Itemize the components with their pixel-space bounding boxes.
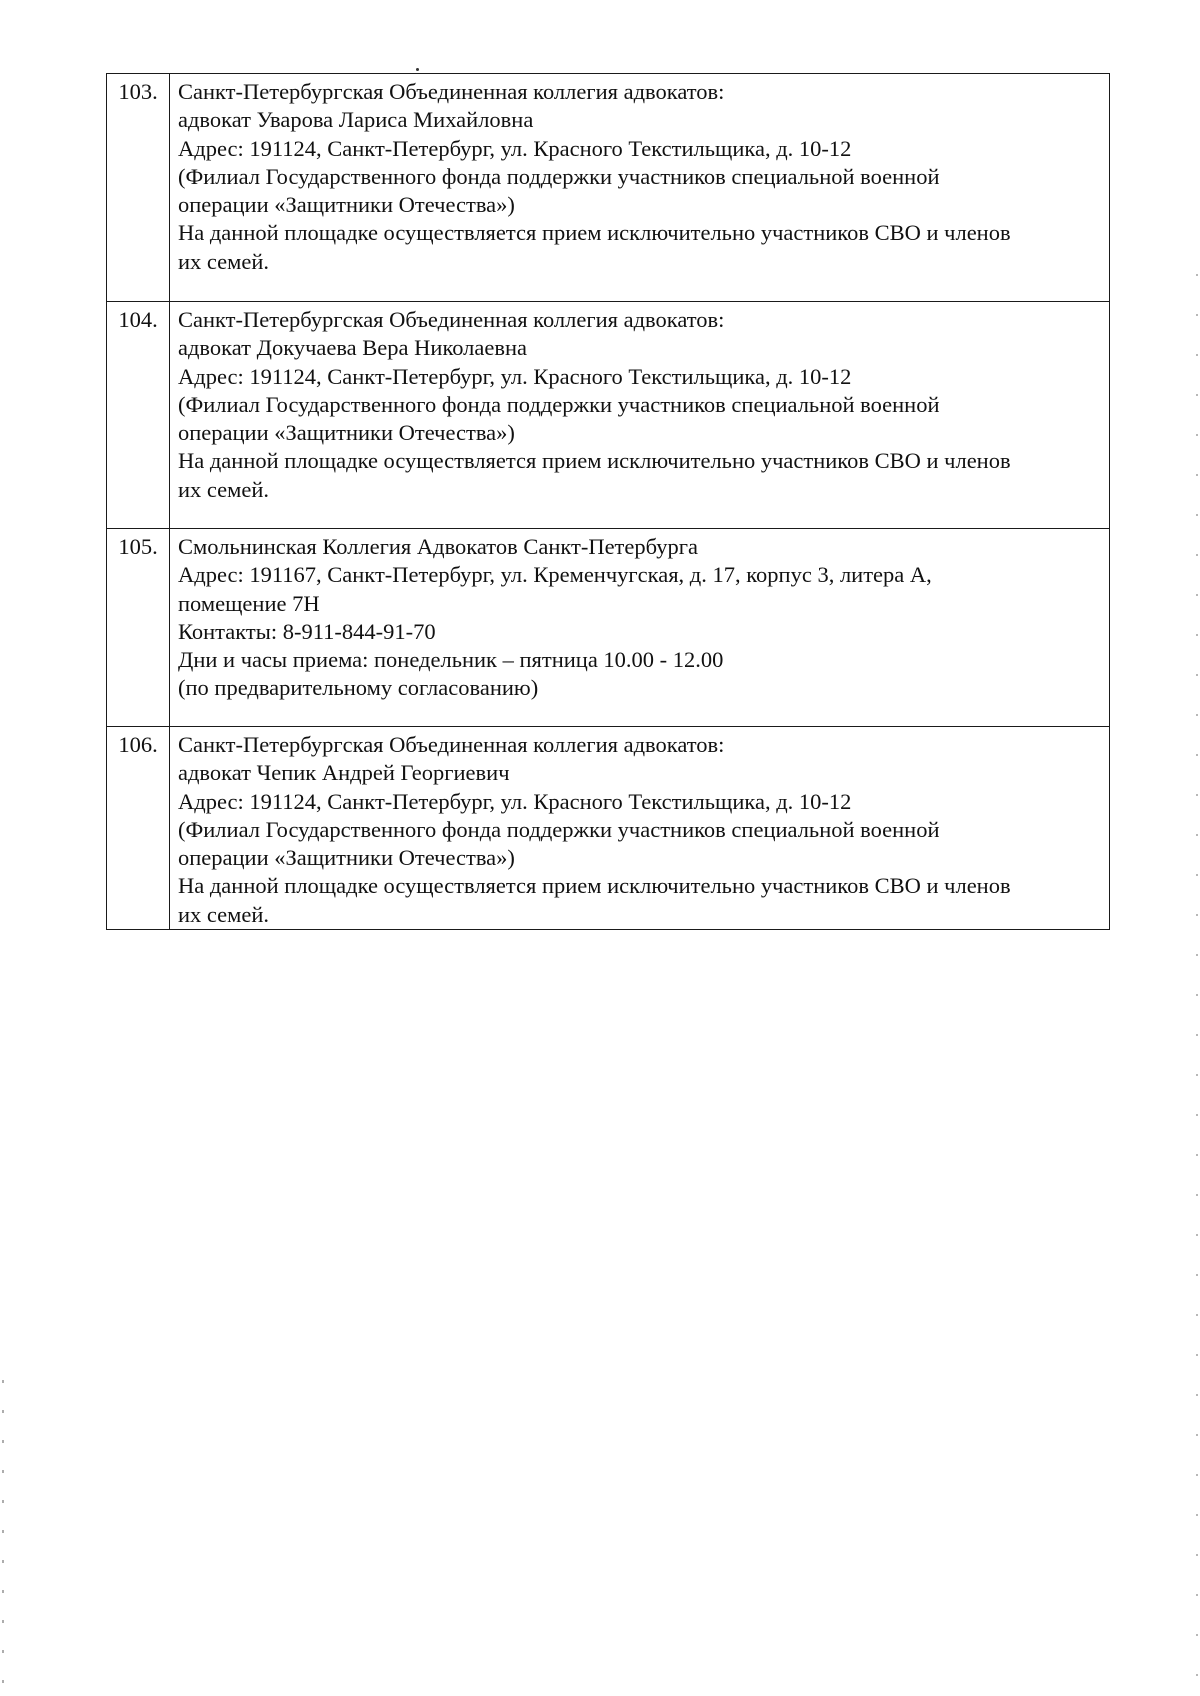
table-row [107, 74, 1110, 302]
branch-note-continued: операции «Защитники Отечества») [178, 845, 515, 871]
lawyer-name: адвокат Чепик Андрей Георгиевич [178, 760, 510, 786]
entry-number: 105. [107, 529, 170, 727]
entry-details [170, 727, 1110, 930]
scan-edge-noise [2, 1370, 4, 1690]
address: Адрес: 191124, Санкт-Петербург, ул. Красного Текстильщика, д. 10-12 [178, 788, 852, 814]
address: Адрес: 191167, Санкт-Петербург, ул. Кременчугская, д. 17, корпус 3, литера А, [178, 562, 932, 588]
scan-edge-noise [1196, 260, 1198, 1690]
reception-note: На данной площадке осуществляется прием исключительно участников СВО и членов [178, 448, 1011, 474]
entry-number: 104. [107, 302, 170, 529]
entry-details [170, 302, 1110, 529]
reception-note-continued: их семей. [178, 476, 270, 502]
contacts: Контакты: 8-911-844-91-70 [178, 618, 436, 644]
branch-note: (Филиал Государственного фонда поддержки участников специальной военной [178, 391, 940, 417]
address: Адрес: 191124, Санкт-Петербург, ул. Красного Текстильщика, д. 10-12 [178, 135, 852, 161]
organization-name: Санкт-Петербургская Объединенная коллегия адвокатов: [178, 732, 725, 757]
organization-name: Санкт-Петербургская Объединенная коллегия адвокатов: [178, 79, 725, 104]
reception-note: На данной площадке осуществляется прием исключительно участников СВО и членов [178, 873, 1011, 899]
lawyers-registry-table [106, 73, 1110, 930]
branch-note-continued: операции «Защитники Отечества») [178, 420, 515, 446]
branch-note-continued: операции «Защитники Отечества») [178, 192, 515, 218]
address-continued: помещение 7Н [178, 590, 320, 616]
entry-details [170, 74, 1110, 302]
organization-name: Смольнинская Коллегия Адвокатов Санкт-Петербурга [178, 534, 698, 559]
lawyer-name: адвокат Докучаева Вера Николаевна [178, 335, 528, 361]
table-row [107, 727, 1110, 930]
branch-note: (Филиал Государственного фонда поддержки участников специальной военной [178, 163, 940, 189]
entry-number: 106. [107, 727, 170, 930]
branch-note: (Филиал Государственного фонда поддержки участников специальной военной [178, 816, 940, 842]
scan-speck [416, 68, 419, 71]
entry-details [170, 529, 1110, 727]
address: Адрес: 191124, Санкт-Петербург, ул. Красного Текстильщика, д. 10-12 [178, 363, 852, 389]
table-row [107, 529, 1110, 727]
reception-note-continued: их семей. [178, 248, 270, 274]
lawyer-name: адвокат Уварова Лариса Михайловна [178, 107, 534, 133]
table-row [107, 302, 1110, 529]
reception-note-continued: их семей. [178, 901, 270, 927]
entry-number: 103. [107, 74, 170, 302]
reception-note: На данной площадке осуществляется прием исключительно участников СВО и членов [178, 220, 1011, 246]
reception-hours: Дни и часы приема: понедельник – пятница 10.00 - 12.00 [178, 647, 724, 673]
organization-name: Санкт-Петербургская Объединенная коллегия адвокатов: [178, 307, 725, 332]
appointment-note: (по предварительному согласованию) [178, 675, 539, 701]
